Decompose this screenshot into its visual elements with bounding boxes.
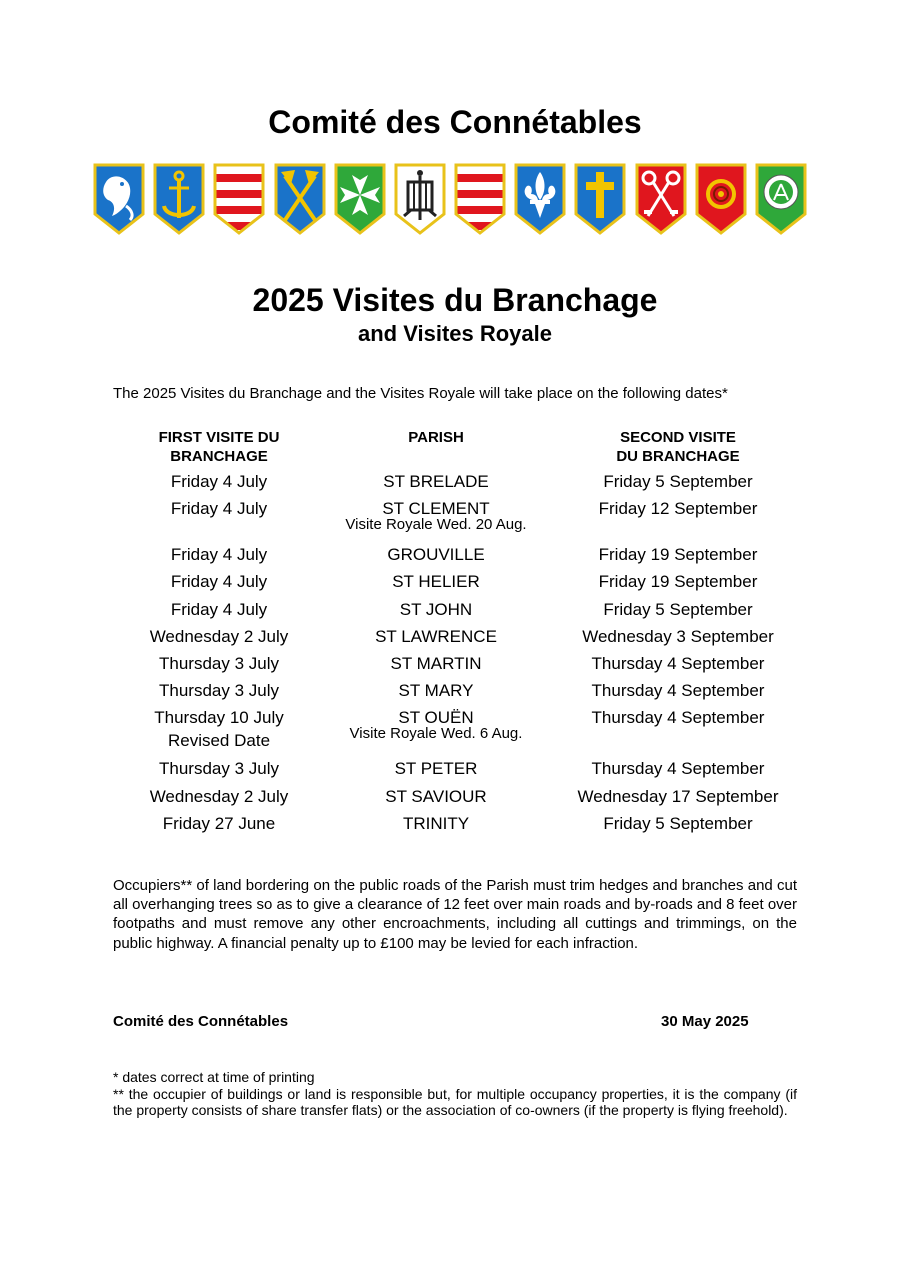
- first-visite-date: Wednesday 2 July: [149, 626, 289, 646]
- header-second-line2: DU BRANCHAGE: [616, 448, 740, 465]
- table-row: [108, 541, 808, 568]
- table-row: [108, 495, 808, 541]
- table-row: [108, 650, 808, 677]
- header-first-line1: FIRST VISITE DU: [158, 429, 280, 446]
- fleur-de-lis-crest-icon: [513, 162, 567, 236]
- first-visite-date: Wednesday 2 July: [149, 786, 289, 806]
- wreath-crest-icon: [694, 162, 748, 236]
- parish-name: ST OUËN: [398, 708, 474, 728]
- parish-name: ST BRELADE: [383, 472, 489, 491]
- second-visite-date: Friday 5 September: [603, 472, 753, 491]
- second-visite-date: Friday 5 September: [603, 599, 753, 619]
- first-visite-date: Thursday 3 July: [159, 653, 279, 673]
- fish-crest-icon: [92, 162, 146, 236]
- first-visite-date: Friday 4 July: [170, 599, 268, 619]
- visite-royale-note: Visite Royale Wed. 20 Aug.: [345, 516, 527, 534]
- anchor-crest-icon: [152, 162, 206, 236]
- revised-date-note: Revised Date: [167, 731, 271, 751]
- table-row: [108, 568, 808, 595]
- first-visite-date: Thursday 3 July: [159, 759, 279, 779]
- crossed-keys-crest-icon: [634, 162, 688, 236]
- committee-title: Comité des Connétables: [268, 104, 642, 140]
- table-row: [108, 783, 808, 810]
- signature-name: Comité des Connétables: [113, 1013, 289, 1030]
- second-visite-date: Thursday 4 September: [591, 759, 765, 779]
- footnote-occupier: ** the occupier of buildings or land is responsible but, for multiple occupancy properties, it is the company (if the property consists of share transfer flats) or the association of co-owners (if the property is flying freehold).: [113, 1085, 797, 1118]
- table-row: [108, 755, 808, 782]
- visite-royale-note: Visite Royale Wed. 6 Aug.: [349, 725, 523, 743]
- header-second-visite: [566, 428, 790, 466]
- garter-crest-icon: [754, 162, 808, 236]
- parish-name: ST CLEMENT: [382, 499, 490, 519]
- signature-date: 30 May 2025: [661, 1013, 749, 1030]
- parish-crests: [92, 162, 808, 236]
- second-visite-date: Friday 5 September: [603, 813, 753, 833]
- first-visite-date: Friday 4 July: [170, 499, 268, 519]
- parish-name: ST JOHN: [399, 599, 473, 619]
- striped-crest-icon: [453, 162, 507, 236]
- second-visite-date: Thursday 4 September: [591, 653, 765, 673]
- first-visite-date: Friday 4 July: [170, 545, 268, 565]
- table-row: [108, 704, 808, 755]
- event-subtitle: and Visites Royale: [357, 321, 552, 346]
- second-visite-date: Friday 19 September: [598, 572, 758, 592]
- table-row: [108, 623, 808, 650]
- second-visite-date: Wednesday 3 September: [582, 626, 774, 646]
- second-visite-date: Friday 19 September: [598, 545, 758, 565]
- tower-crest-icon: [393, 162, 447, 236]
- schedule-table: [108, 428, 808, 837]
- occupiers-notice: Occupiers** of land bordering on the public roads of the Parish must trim hedges and branches and cut all overhanging trees so as to give a clearance of 12 feet over main roads and by-roads and 8 feet over footpaths and must remove any other encroachments, including all cuttings and trimmings, on the public highway. A financial penalty up to £100 may be levied for each infraction.: [113, 877, 797, 952]
- parish-name: ST MARTIN: [390, 653, 482, 673]
- parish-cell: [326, 704, 546, 743]
- crossed-axes-crest-icon: [273, 162, 327, 236]
- first-visite-date: Friday 4 July: [170, 572, 268, 592]
- header-first-visite: [108, 428, 330, 466]
- parish-name: GROUVILLE: [387, 545, 485, 565]
- first-visite-date: Friday 4 July: [170, 472, 268, 491]
- parish-cell: [326, 495, 546, 534]
- maltese-cross-crest-icon: [333, 162, 387, 236]
- latin-cross-crest-icon: [573, 162, 627, 236]
- intro-text: The 2025 Visites du Branchage and the Visites Royale will take place on the following dates*: [113, 385, 728, 402]
- table-row: [108, 810, 808, 837]
- parish-name: TRINITY: [402, 813, 470, 833]
- second-visite-date: Thursday 4 September: [591, 708, 765, 728]
- first-visite-cell: [108, 704, 330, 751]
- event-title: 2025 Visites du Branchage: [252, 282, 658, 318]
- footnote-dates: * dates correct at time of printing: [113, 1069, 315, 1085]
- parish-name: ST MARY: [398, 681, 474, 701]
- second-visite-date: Thursday 4 September: [591, 681, 765, 701]
- parish-name: ST LAWRENCE: [375, 626, 497, 646]
- header-first-line2: BRANCHAGE: [170, 448, 268, 465]
- table-row: [108, 677, 808, 704]
- first-visite-date: Friday 27 June: [162, 813, 276, 833]
- header-parish: PARISH: [408, 429, 464, 446]
- first-visite-date: Thursday 3 July: [159, 681, 279, 701]
- parish-name: ST HELIER: [392, 572, 480, 592]
- table-row: [108, 468, 808, 495]
- second-visite-date: Friday 12 September: [598, 499, 758, 519]
- striped-crest-icon: [212, 162, 266, 236]
- table-row: [108, 596, 808, 623]
- second-visite-date: Wednesday 17 September: [577, 786, 779, 806]
- header-second-line1: SECOND VISITE: [620, 429, 736, 446]
- footnotes: [113, 1069, 797, 1119]
- first-visite-date: Thursday 10 July: [154, 708, 284, 728]
- parish-name: ST SAVIOUR: [385, 786, 487, 806]
- parish-name: ST PETER: [394, 759, 478, 779]
- table-header: [108, 428, 808, 468]
